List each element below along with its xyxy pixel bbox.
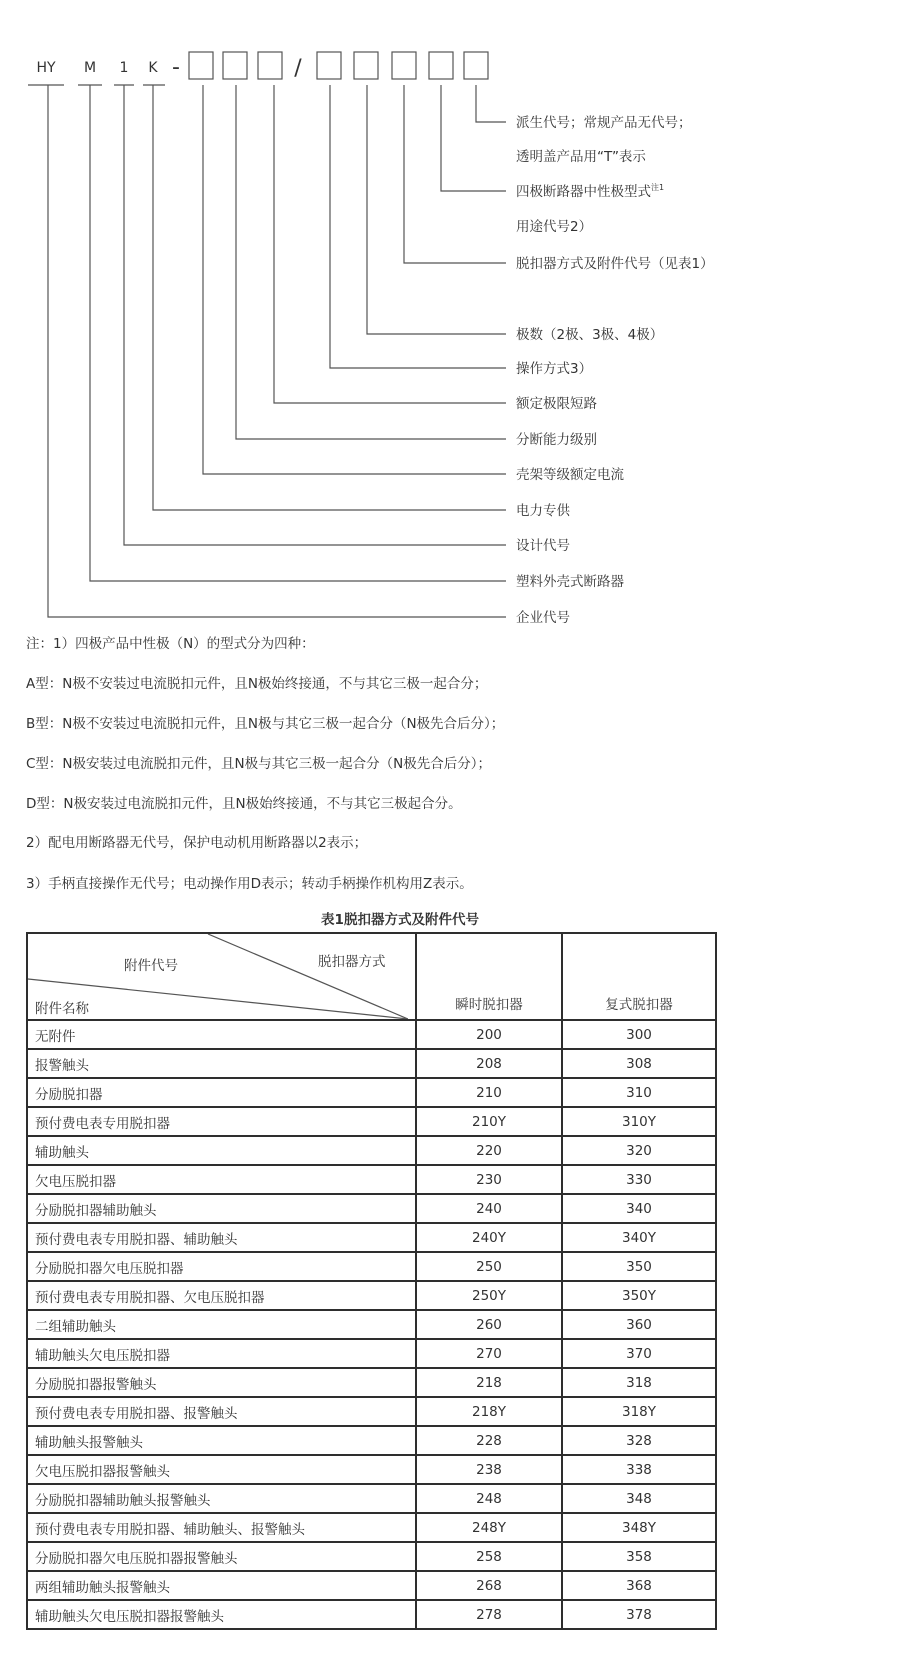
code-letter-k: K [148, 60, 158, 76]
note-line: A型：N极不安装过电流脱扣元件，且N极始终接通，不与其它三极一起合分； [26, 676, 488, 692]
cell-accessory-name: 辅助触头欠电压脱扣器报警触头 [27, 1600, 416, 1629]
cell-instant-code: 228 [416, 1426, 562, 1455]
code-box-4 [317, 52, 341, 79]
leader-neutral-pole [441, 85, 506, 191]
code-letter-1: 1 [119, 60, 129, 76]
label-transparent-cover: 透明盖产品用“T”表示 [516, 149, 646, 165]
code-letter-hy: HY [36, 60, 56, 76]
cell-instant-code: 208 [416, 1049, 562, 1078]
cell-compound-code: 348 [562, 1484, 716, 1513]
cell-accessory-name: 分励脱扣器 [27, 1078, 416, 1107]
table-row [27, 1455, 716, 1484]
code-dash: - [172, 55, 180, 80]
table-row [27, 1542, 716, 1571]
table-row [27, 1165, 716, 1194]
cell-instant-code: 248 [416, 1484, 562, 1513]
table-row [27, 1078, 716, 1107]
label-power: 电力专供 [516, 503, 570, 519]
table-row [27, 1368, 716, 1397]
cell-instant-code: 210 [416, 1078, 562, 1107]
leader-company [48, 85, 506, 617]
label-design: 设计代号 [516, 538, 570, 554]
cell-accessory-name: 辅助触头 [27, 1136, 416, 1165]
cell-accessory-name: 预付费电表专用脱扣器、欠电压脱扣器 [27, 1281, 416, 1310]
cell-instant-code: 218 [416, 1368, 562, 1397]
cell-accessory-name: 分励脱扣器欠电压脱扣器报警触头 [27, 1542, 416, 1571]
cell-accessory-name: 两组辅助触头报警触头 [27, 1571, 416, 1600]
code-box-6 [392, 52, 416, 79]
cell-compound-code: 330 [562, 1165, 716, 1194]
table-row [27, 1339, 716, 1368]
cell-accessory-name: 预付费电表专用脱扣器、报警触头 [27, 1397, 416, 1426]
leader-trip-accessory [404, 85, 506, 263]
label-mccb: 塑料外壳式断路器 [516, 574, 624, 590]
leader-derivative [476, 85, 506, 122]
cell-compound-code: 350Y [562, 1281, 716, 1310]
cell-accessory-name: 无附件 [27, 1020, 416, 1049]
cell-instant-code: 278 [416, 1600, 562, 1629]
cell-compound-code: 310Y [562, 1107, 716, 1136]
code-box-7 [429, 52, 453, 79]
table-row [27, 1571, 716, 1600]
header-instant-trip: 瞬时脱扣器 [416, 933, 562, 1020]
cell-compound-code: 338 [562, 1455, 716, 1484]
cell-accessory-name: 报警触头 [27, 1049, 416, 1078]
label-usage: 用途代号2） [516, 219, 593, 235]
table-row [27, 1020, 716, 1049]
cell-instant-code: 270 [416, 1339, 562, 1368]
table-row [27, 1223, 716, 1252]
cell-instant-code: 238 [416, 1455, 562, 1484]
leader-breaking-capacity [236, 85, 506, 439]
leader-design [124, 85, 506, 545]
table-row [27, 1281, 716, 1310]
cell-instant-code: 240Y [416, 1223, 562, 1252]
table-row [27, 1136, 716, 1165]
table-row [27, 1513, 716, 1542]
note-line: B型：N极不安装过电流脱扣元件，且N极与其它三极一起合分（N极先合后分）； [26, 716, 505, 732]
cell-instant-code: 220 [416, 1136, 562, 1165]
cell-instant-code: 250 [416, 1252, 562, 1281]
cell-accessory-name: 分励脱扣器欠电压脱扣器 [27, 1252, 416, 1281]
table-row [27, 1252, 716, 1281]
code-box-8 [464, 52, 488, 79]
note-line: 3）手柄直接操作无代号；电动操作用D表示；转动手柄操作机构用Z表示。 [26, 876, 473, 892]
cell-compound-code: 360 [562, 1310, 716, 1339]
note-line: D型：N极安装过电流脱扣元件，且N极始终接通，不与其它三极起合分。 [26, 796, 462, 812]
cell-accessory-name: 辅助触头报警触头 [27, 1426, 416, 1455]
cell-compound-code: 300 [562, 1020, 716, 1049]
code-letter-m: M [83, 60, 97, 76]
label-poles: 极数（2极、3极、4极） [516, 327, 664, 343]
cell-compound-code: 340 [562, 1194, 716, 1223]
leader-operation [330, 85, 506, 368]
cell-instant-code: 250Y [416, 1281, 562, 1310]
code-box-1 [189, 52, 213, 79]
cell-compound-code: 358 [562, 1542, 716, 1571]
cell-accessory-name: 预付费电表专用脱扣器 [27, 1107, 416, 1136]
header-compound-trip: 复式脱扣器 [562, 933, 716, 1020]
cell-instant-code: 258 [416, 1542, 562, 1571]
cell-instant-code: 230 [416, 1165, 562, 1194]
cell-instant-code: 248Y [416, 1513, 562, 1542]
code-slash: / [294, 56, 302, 81]
label-neutral-pole-note-mark: 注1 [651, 183, 665, 192]
cell-compound-code: 308 [562, 1049, 716, 1078]
cell-compound-code: 310 [562, 1078, 716, 1107]
cell-compound-code: 348Y [562, 1513, 716, 1542]
table-row [27, 1600, 716, 1629]
cell-compound-code: 340Y [562, 1223, 716, 1252]
cell-accessory-name: 分励脱扣器报警触头 [27, 1368, 416, 1397]
cell-instant-code: 218Y [416, 1397, 562, 1426]
table-row [27, 1049, 716, 1078]
table-row [27, 1426, 716, 1455]
table-row [27, 1194, 716, 1223]
cell-compound-code: 318Y [562, 1397, 716, 1426]
table-body [27, 1020, 716, 1629]
cell-instant-code: 260 [416, 1310, 562, 1339]
label-neutral-pole: 四极断路器中性极型式$^{注1}$ [516, 183, 665, 200]
code-box-5 [354, 52, 378, 79]
label-operation: 操作方式3） [516, 361, 593, 377]
label-company: 企业代号 [516, 610, 570, 626]
cell-instant-code: 210Y [416, 1107, 562, 1136]
table-caption: 表1脱扣器方式及附件代号 [321, 912, 479, 928]
label-short-circuit: 额定极限短路 [516, 396, 597, 412]
cell-compound-code: 328 [562, 1426, 716, 1455]
table-row [27, 1107, 716, 1136]
cell-accessory-name: 二组辅助触头 [27, 1310, 416, 1339]
cell-accessory-name: 欠电压脱扣器报警触头 [27, 1455, 416, 1484]
cell-compound-code: 318 [562, 1368, 716, 1397]
cell-accessory-name: 辅助触头欠电压脱扣器 [27, 1339, 416, 1368]
cell-accessory-name: 分励脱扣器辅助触头报警触头 [27, 1484, 416, 1513]
note-line: 2）配电用断路器无代号，保护电动机用断路器以2表示； [26, 835, 368, 851]
cell-accessory-name: 预付费电表专用脱扣器、辅助触头 [27, 1223, 416, 1252]
code-box-2 [223, 52, 247, 79]
note-line: 注：1）四极产品中性极（N）的型式分为四种： [26, 636, 315, 652]
label-frame-current: 壳架等级额定电流 [516, 467, 624, 483]
cell-compound-code: 350 [562, 1252, 716, 1281]
leader-frame-current [203, 85, 506, 474]
cell-accessory-name: 分励脱扣器辅助触头 [27, 1194, 416, 1223]
cell-compound-code: 320 [562, 1136, 716, 1165]
label-derivative: 派生代号；常规产品无代号； [516, 115, 692, 131]
header-accessory-code: 附件代号 [124, 958, 178, 974]
table-diagonal-header [27, 933, 416, 1020]
header-accessory-name: 附件名称 [35, 1001, 89, 1017]
note-line: C型：N极安装过电流脱扣元件，且N极与其它三极一起合分（N极先合后分）； [26, 756, 491, 772]
table-row [27, 1397, 716, 1426]
cell-compound-code: 370 [562, 1339, 716, 1368]
table-row [27, 1310, 716, 1339]
cell-instant-code: 240 [416, 1194, 562, 1223]
cell-compound-code: 368 [562, 1571, 716, 1600]
cell-instant-code: 200 [416, 1020, 562, 1049]
cell-instant-code: 268 [416, 1571, 562, 1600]
header-trip-mode: 脱扣器方式 [318, 954, 386, 970]
label-trip-accessory: 脱扣器方式及附件代号（见表1） [516, 256, 714, 272]
model-code-diagram [0, 0, 900, 634]
cell-accessory-name: 欠电压脱扣器 [27, 1165, 416, 1194]
cell-accessory-name: 预付费电表专用脱扣器、辅助触头、报警触头 [27, 1513, 416, 1542]
label-breaking-capacity: 分断能力级别 [516, 432, 597, 448]
cell-compound-code: 378 [562, 1600, 716, 1629]
code-box-3 [258, 52, 282, 79]
table-row [27, 1484, 716, 1513]
trip-accessory-table [26, 932, 717, 1630]
leader-short-circuit [274, 85, 506, 403]
